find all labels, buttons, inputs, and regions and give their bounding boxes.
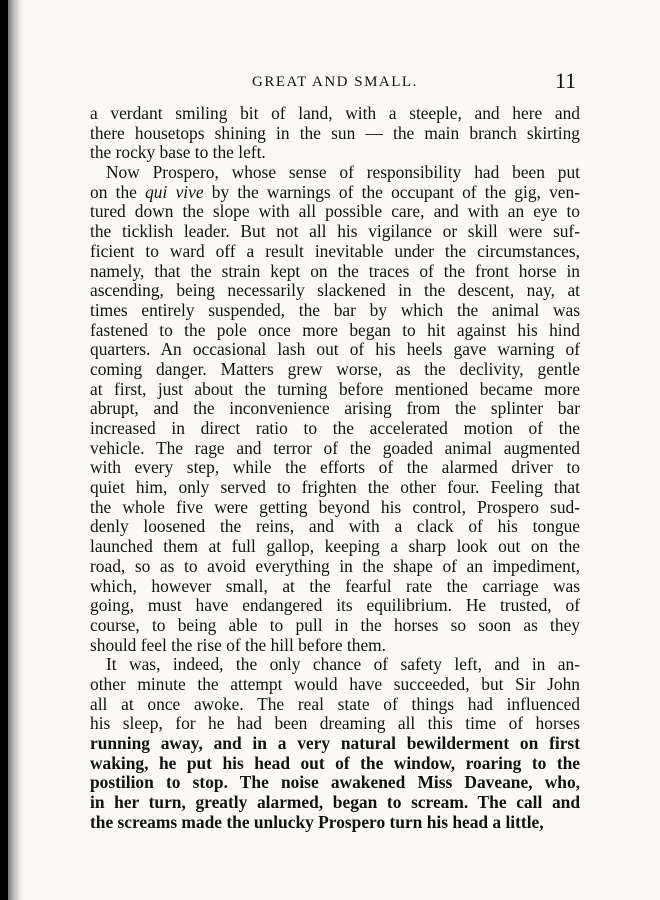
- text-line: there housetops shining in the sun — the main branch skirting: [90, 122, 580, 143]
- text-line: the whole five were getting beyond his control, Prospero sud-: [90, 496, 580, 517]
- text-segment: on the: [90, 181, 146, 202]
- paragraph: [90, 104, 580, 163]
- text-line: other minute the attempt would have succeeded, but Sir John: [90, 673, 580, 694]
- paragraph: [90, 163, 580, 655]
- text-line: postilion to stop. The noise awakened Miss Daveane, who,: [90, 772, 580, 793]
- text-line: running away, and in a very natural bewilderment on first: [90, 733, 580, 753]
- text-line: course, to being able to pull in the horses so soon as they: [90, 614, 580, 635]
- text-line: abrupt, and the inconvenience arising from the splinter bar: [90, 398, 580, 419]
- paragraph: [90, 655, 580, 832]
- text-line: launched them at full gallop, keeping a sharp look out on the: [90, 536, 580, 557]
- page-number: 11: [555, 68, 577, 93]
- text-line: times entirely suspended, the bar by which the animal was: [90, 299, 580, 320]
- text-line: coming danger. Matters grew worse, as the declivity, gentle: [90, 358, 580, 379]
- text-line: the screams made the unlucky Prospero turn his head a little,: [90, 811, 544, 832]
- text-line: namely, that the strain kept on the traces of the front horse in: [90, 260, 580, 281]
- text-line: fastened to the pole once more began to hit against his hind: [90, 319, 580, 340]
- text-line: his sleep, for he had been dreaming all this time of horses: [90, 713, 580, 734]
- text-line: quarters. An occasional lash out of his heels gave warning of: [90, 339, 580, 360]
- italic-phrase: qui vive: [145, 181, 204, 202]
- text-line: vehicle. The rage and terror of the goaded animal augmented: [90, 437, 580, 458]
- text-line: waking, he put his head out of the window, roaring to the: [90, 752, 580, 773]
- text-line: increased in direct ratio to the accelerated motion of the: [90, 418, 580, 438]
- text-line: which, however small, at the fearful rate the carriage was: [90, 575, 580, 596]
- text-line: denly loosened the reins, and with a clack of his tongue: [90, 516, 580, 537]
- text-line: the ticklish leader. But not all his vigilance or skill were suf-: [90, 221, 580, 242]
- text-line: at first, just about the turning before mentioned became more: [90, 378, 580, 399]
- body-text: [90, 104, 580, 832]
- text-line: should feel the rise of the hill before them.: [90, 634, 387, 655]
- text-line: It was, indeed, the only chance of safety left, and in an-: [106, 654, 580, 675]
- text-line: with every step, while the efforts of the alarmed driver to: [90, 457, 580, 478]
- running-head: GREAT AND SMALL.: [252, 74, 418, 90]
- text-line: going, must have endangered its equilibrium. He trusted, of: [90, 595, 580, 616]
- text-line: quiet him, only served to frighten the other four. Feeling that: [90, 477, 580, 498]
- text-line: [90, 183, 580, 203]
- book-page: [8, 0, 660, 900]
- text-line: Now Prospero, whose sense of responsibility had been put: [106, 162, 580, 183]
- text-line: ficient to ward off a result inevitable under the circumstances,: [90, 240, 580, 261]
- text-line: the rocky base to the left.: [90, 142, 266, 163]
- text-line: road, so as to avoid everything in the shape of an impediment,: [90, 555, 580, 576]
- text-line: in her turn, greatly alarmed, began to scream. The call and: [90, 792, 580, 813]
- text-line: a verdant smiling bit of land, with a steeple, and here and: [90, 103, 580, 123]
- text-line: ascending, being necessarily slackened in the descent, nay, at: [90, 280, 580, 301]
- spine-shadow: [8, 0, 24, 900]
- text-line: tured down the slope with all possible care, and with an eye to: [90, 201, 580, 222]
- text-segment: by the warnings of the occupant of the gig, ven-: [203, 181, 580, 202]
- page-header: [8, 68, 660, 98]
- text-line: all at once awoke. The real state of things had influenced: [90, 693, 580, 714]
